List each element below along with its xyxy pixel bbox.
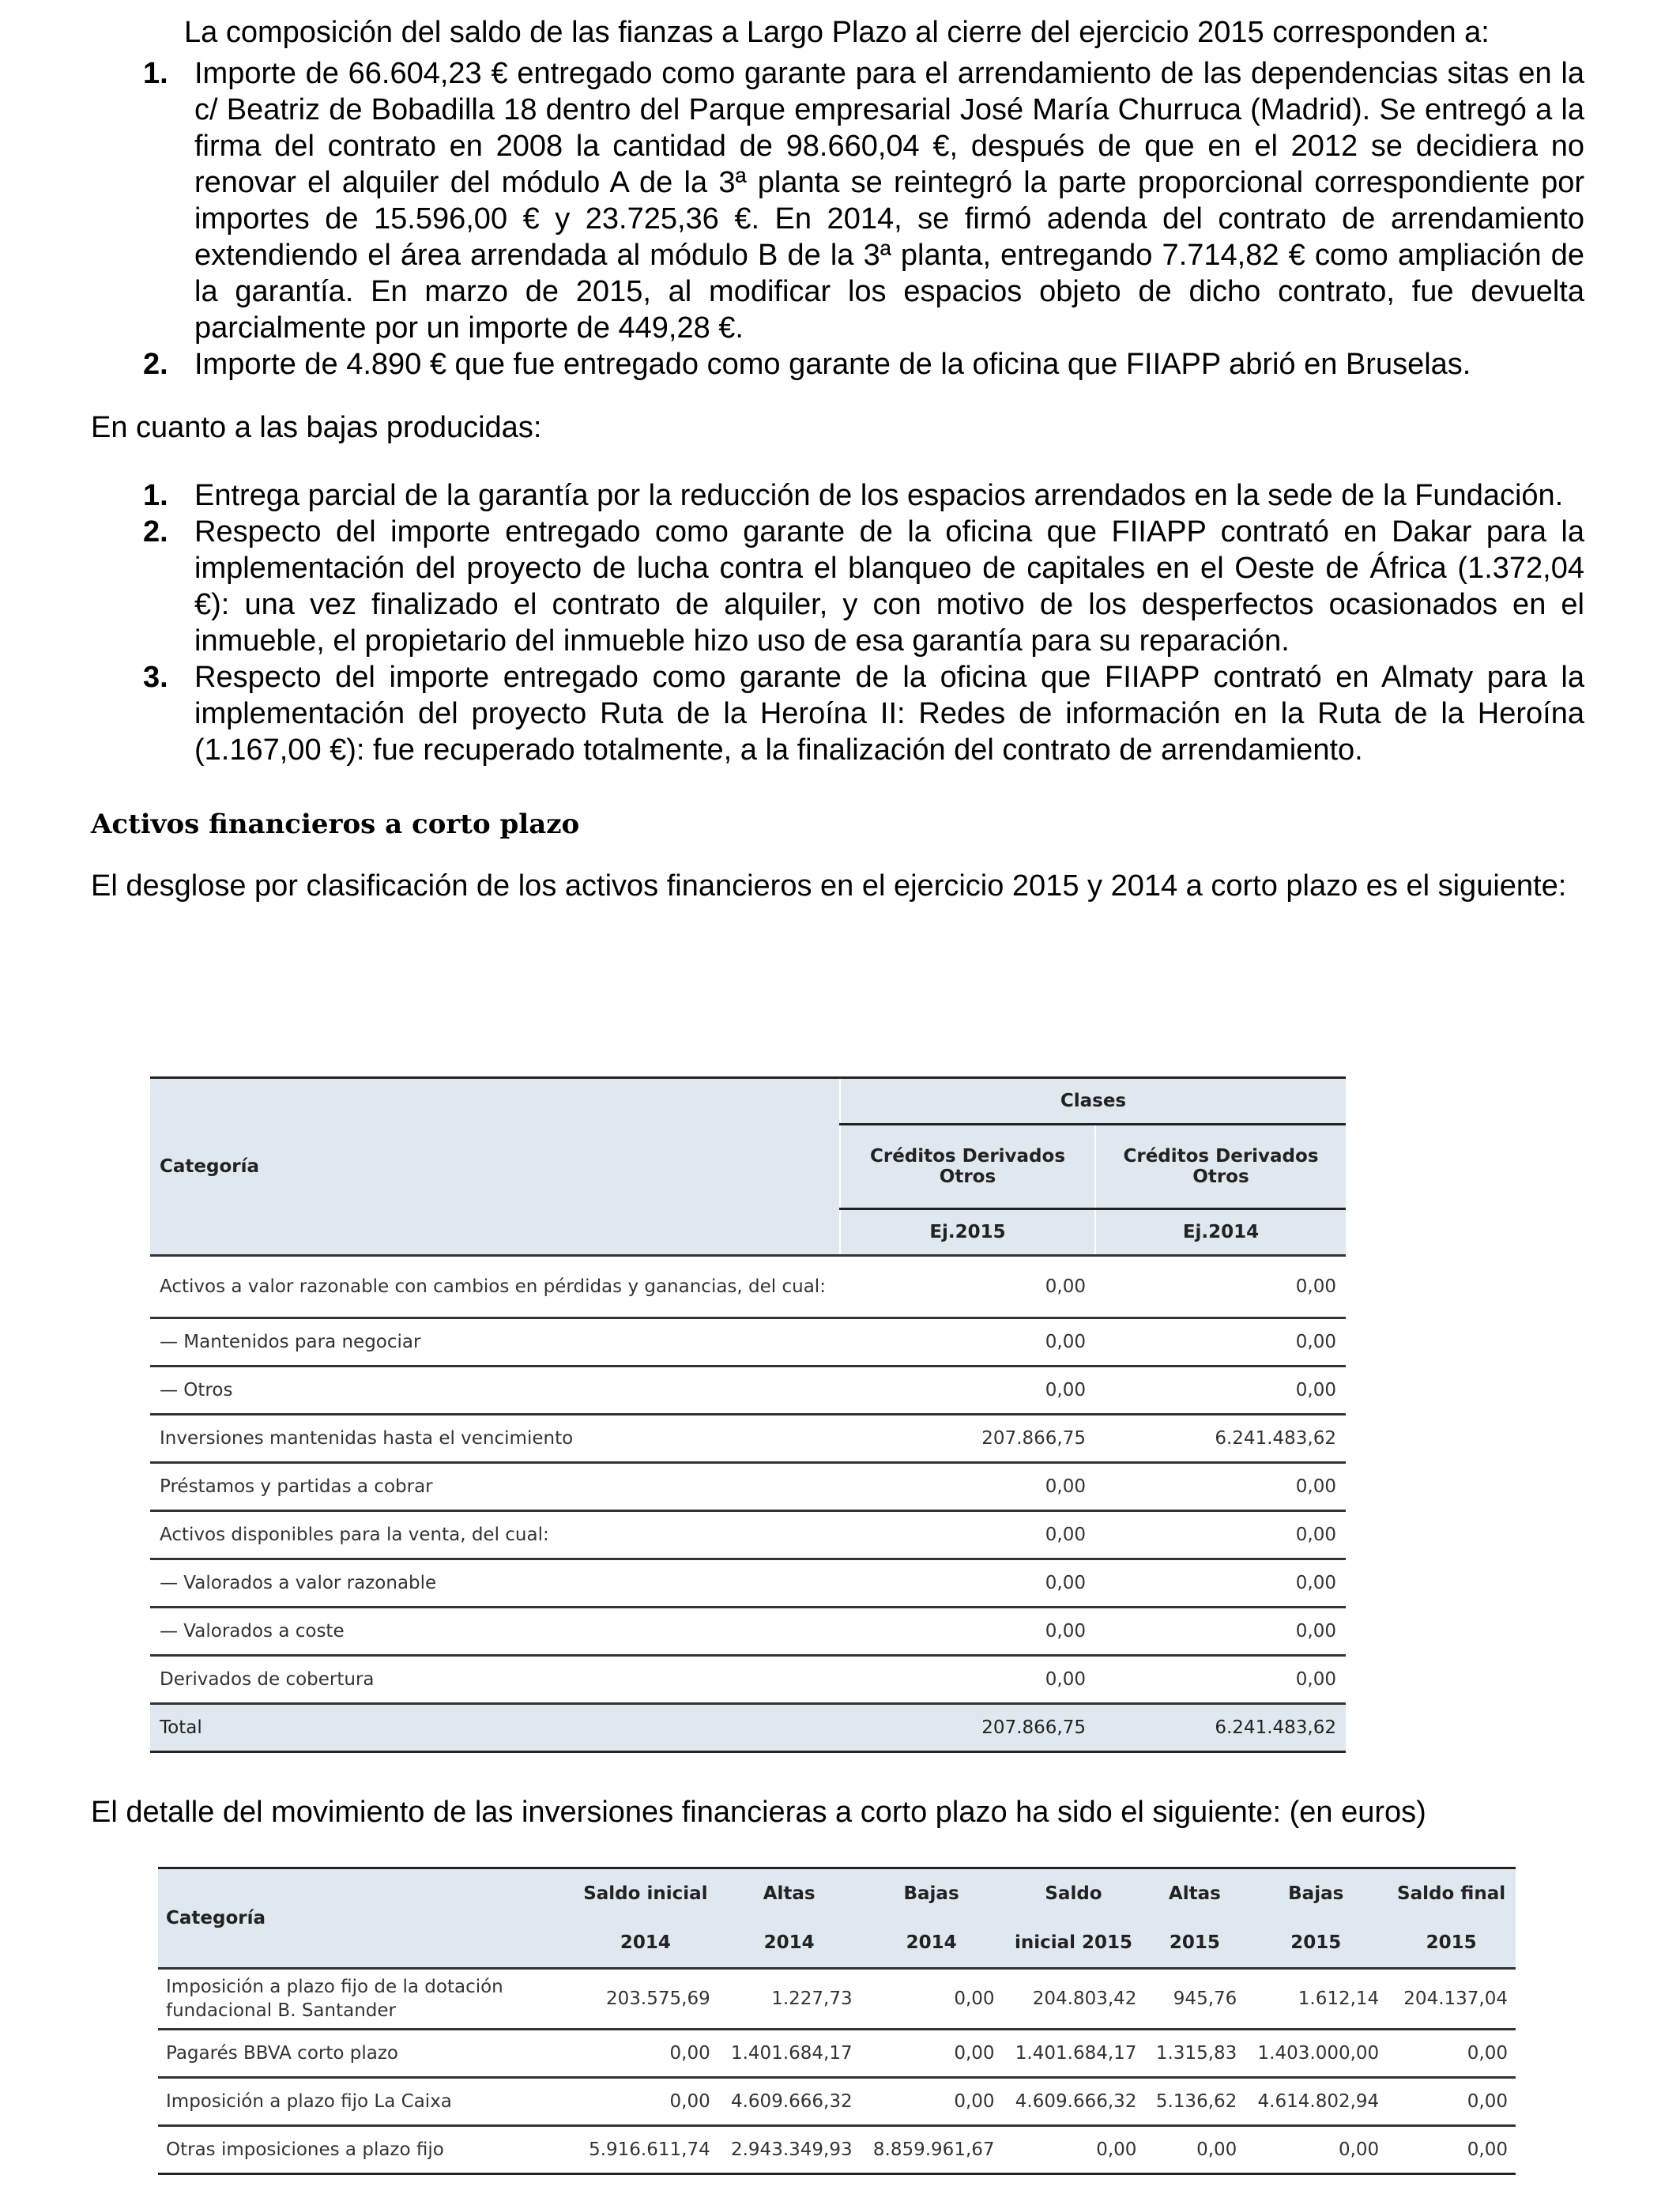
table-cell: 1.315,83 [1144, 2030, 1245, 2078]
value-2014: 0,00 [1095, 1463, 1346, 1511]
fianzas-list [91, 55, 1584, 383]
table-row [150, 1608, 1346, 1656]
column-header: Saldo final [1387, 1868, 1516, 1919]
table-cell: 1.401.684,17 [718, 2030, 861, 2078]
bajas-intro: En cuanto a las bajas producidas: [91, 411, 542, 444]
value-2015: 0,00 [840, 1608, 1095, 1656]
total-row [150, 1704, 1346, 1752]
table-row [150, 1415, 1346, 1463]
row-label: Inversiones mantenidas hasta el vencimiento [150, 1415, 840, 1463]
fianzas-intro: La composición del saldo de las fianzas a Largo Plazo al cierre del ejercicio 2015 corresponden a: [184, 16, 1490, 49]
column-header-categoria: Categoría [158, 1868, 573, 1969]
list-text: Importe de 4.890 € que fue entregado como garante de la oficina que FIIAPP abrió en Bruselas. [194, 348, 1471, 381]
table-cell: 0,00 [861, 2030, 1003, 2078]
column-header-ej2015: Ej.2015 [840, 1209, 1095, 1256]
row-label: Imposición a plazo fijo de la dotación fundacional B. Santander [158, 1969, 573, 2030]
row-label: Derivados de cobertura [150, 1656, 840, 1704]
value-2014: 0,00 [1095, 1656, 1346, 1704]
table-cell: 945,76 [1144, 1969, 1245, 2030]
table-cell: 0,00 [1387, 2078, 1516, 2126]
list-text: Importe de 66.604,23 € entregado como garante para el arrendamiento de las dependencias sitas en la c/ Beatriz de Bobadilla 18 dentro del Parque empresarial José María Churruca (Madrid). Se entregó a la firma del contrato en 2008 la cantidad de 98.660,04 €, después de que en el 2012 se decidiera no renovar el alquiler del módulo A de la 3ª planta se reintegró la parte proporcional correspondiente por importes de 15.596,00 € y 23.725,36 €. En 2014, se firmó adenda del contrato de arrendamiento extendiendo el área arrendada al módulo B de la 3ª planta, entregando 7.714,82 € como ampliación de la garantía. En marzo de 2015, al modificar los espacios objeto de dicho contrato, fue devuelta parcialmente por un importe de 449,28 €. [194, 57, 1584, 345]
list-number: 2. [143, 515, 168, 548]
column-subheader: 2014 [718, 1918, 861, 1969]
table-cell: 1.612,14 [1245, 1969, 1387, 2030]
row-label: Activos a valor razonable con cambios en pérdidas y ganancias, del cual: [150, 1256, 840, 1318]
table-cell: 5.136,62 [1144, 2078, 1245, 2126]
table-row [150, 1511, 1346, 1559]
table-cell: 0,00 [1387, 2126, 1516, 2174]
table-cell: 0,00 [1003, 2126, 1145, 2174]
value-2014: 0,00 [1095, 1256, 1346, 1318]
row-label: Otras imposiciones a plazo fijo [158, 2126, 573, 2174]
value-2014: 6.241.483,62 [1095, 1415, 1346, 1463]
value-2015: 0,00 [840, 1256, 1095, 1318]
table-cell: 0,00 [1245, 2126, 1387, 2174]
list-item [91, 55, 1584, 346]
table-cell: 4.609.666,32 [1003, 2078, 1145, 2126]
value-2014: 0,00 [1095, 1608, 1346, 1656]
list-number: 3. [143, 661, 168, 694]
column-subheader: 2014 [573, 1918, 718, 1969]
row-label: — Valorados a valor razonable [150, 1559, 840, 1608]
table-cell: 1.401.684,17 [1003, 2030, 1145, 2078]
column-header: Bajas [1245, 1868, 1387, 1919]
list-item [91, 346, 1584, 383]
list-item [91, 659, 1584, 768]
list-number: 2. [143, 348, 168, 381]
column-subheader: inicial 2015 [1003, 1918, 1145, 1969]
table-row [150, 1463, 1346, 1511]
row-label: Total [150, 1704, 840, 1752]
column-subheader: 2014 [861, 1918, 1003, 1969]
list-text: Respecto del importe entregado como garante de la oficina que FIIAPP contrató en Almaty para la implementación del proyecto Ruta de la Heroína II: Redes de información en la Ruta de la Heroína (1.167,00 €): fue recuperado totalmente, a la finalización del contrato de arrendamiento. [194, 661, 1584, 767]
table-row [150, 1256, 1346, 1318]
row-label: — Valorados a coste [150, 1608, 840, 1656]
value-2015: 0,00 [840, 1367, 1095, 1415]
value-2014: 0,00 [1095, 1559, 1346, 1608]
column-header-creditos-2014: Créditos Derivados Otros [1095, 1125, 1346, 1209]
section-heading: Activos financieros a corto plazo [91, 809, 580, 840]
movimiento-inversiones-table [158, 1867, 1516, 2175]
column-subheader: 2015 [1245, 1918, 1387, 1969]
table-cell: 1.227,73 [718, 1969, 861, 2030]
table-row [158, 2078, 1516, 2126]
table-row [150, 1559, 1346, 1608]
column-subheader: 2015 [1144, 1918, 1245, 1969]
value-2014: 0,00 [1095, 1511, 1346, 1559]
table-cell: 203.575,69 [573, 1969, 718, 2030]
table-cell: 0,00 [1144, 2126, 1245, 2174]
list-text: Entrega parcial de la garantía por la reducción de los espacios arrendados en la sede de la Fundación. [194, 479, 1564, 512]
table-cell: 0,00 [1387, 2030, 1516, 2078]
column-header: Altas [718, 1868, 861, 1919]
table-cell: 8.859.961,67 [861, 2126, 1003, 2174]
detalle-text: El detalle del movimiento de las inversiones financieras a corto plazo ha sido el siguiente: (en euros) [91, 1796, 1426, 1829]
table-cell: 5.916.611,74 [573, 2126, 718, 2174]
column-header-clases: Clases [840, 1078, 1346, 1125]
value-2015: 0,00 [840, 1318, 1095, 1367]
value-2015: 0,00 [840, 1463, 1095, 1511]
row-label: — Mantenidos para negociar [150, 1318, 840, 1367]
column-header: Altas [1144, 1868, 1245, 1919]
value-2014: 6.241.483,62 [1095, 1704, 1346, 1752]
document-page [91, 0, 1584, 904]
table-cell: 4.614.802,94 [1245, 2078, 1387, 2126]
column-header: Saldo [1003, 1868, 1145, 1919]
table-cell: 0,00 [573, 2078, 718, 2126]
column-subheader: 2015 [1387, 1918, 1516, 1969]
table-cell: 4.609.666,32 [718, 2078, 861, 2126]
table-cell: 0,00 [861, 1969, 1003, 2030]
value-2015: 0,00 [840, 1559, 1095, 1608]
table-cell: 204.137,04 [1387, 1969, 1516, 2030]
table-row [150, 1318, 1346, 1367]
list-text: Respecto del importe entregado como garante de la oficina que FIIAPP contrató en Dakar para la implementación del proyecto de lucha contra el blanqueo de capitales en el Oeste de África (1.372,04 €): una vez finalizado el contrato de alquiler, y con motivo de los desperfectos ocasionados en el inmueble, el propietario del inmueble hizo uso de esa garantía para su reparación. [194, 515, 1584, 658]
column-header-ej2014: Ej.2014 [1095, 1209, 1346, 1256]
activos-financieros-table [150, 1076, 1346, 1753]
row-label: Activos disponibles para la venta, del cual: [150, 1511, 840, 1559]
table-row [158, 2030, 1516, 2078]
table-row [150, 1367, 1346, 1415]
value-2015: 0,00 [840, 1656, 1095, 1704]
value-2015: 0,00 [840, 1511, 1095, 1559]
column-header: Bajas [861, 1868, 1003, 1919]
table-cell: 2.943.349,93 [718, 2126, 861, 2174]
desglose-text: El desglose por clasificación de los activos financieros en el ejercicio 2015 y 2014 a corto plazo es el siguiente: [91, 869, 1567, 903]
column-header-categoria: Categoría [150, 1078, 840, 1256]
table-row [158, 1969, 1516, 2030]
row-label: — Otros [150, 1367, 840, 1415]
value-2015: 207.866,75 [840, 1704, 1095, 1752]
list-item [91, 477, 1584, 514]
column-header: Saldo inicial [573, 1868, 718, 1919]
value-2015: 207.866,75 [840, 1415, 1095, 1463]
list-item [91, 514, 1584, 659]
table-cell: 0,00 [861, 2078, 1003, 2126]
table-row [150, 1656, 1346, 1704]
table-cell: 204.803,42 [1003, 1969, 1145, 2030]
column-header-creditos-2015: Créditos Derivados Otros [840, 1125, 1095, 1209]
value-2014: 0,00 [1095, 1367, 1346, 1415]
row-label: Pagarés BBVA corto plazo [158, 2030, 573, 2078]
row-label: Imposición a plazo fijo La Caixa [158, 2078, 573, 2126]
table-cell: 1.403.000,00 [1245, 2030, 1387, 2078]
table-cell: 0,00 [573, 2030, 718, 2078]
row-label: Préstamos y partidas a cobrar [150, 1463, 840, 1511]
list-number: 1. [143, 479, 168, 512]
value-2014: 0,00 [1095, 1318, 1346, 1367]
list-number: 1. [143, 57, 168, 90]
bajas-list [91, 477, 1584, 768]
table-row [158, 2126, 1516, 2174]
